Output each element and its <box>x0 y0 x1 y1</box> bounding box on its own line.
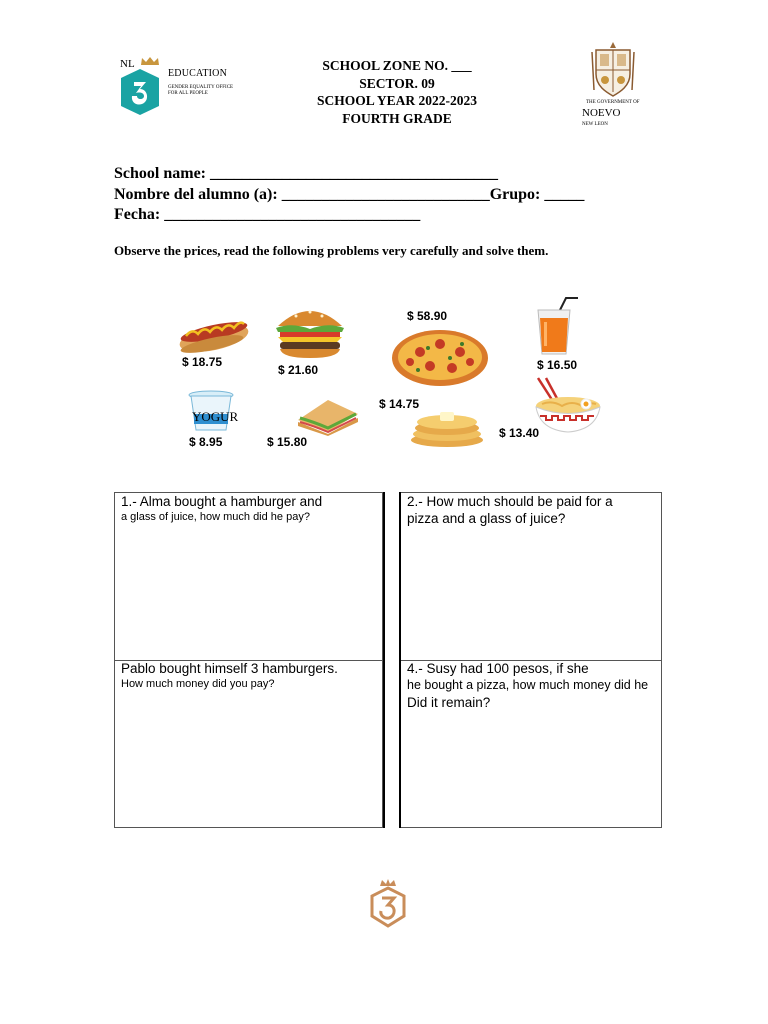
juice-icon <box>532 296 582 358</box>
grade-line: FOURTH GRADE <box>342 111 452 126</box>
problem-3-line-1: Pablo bought himself 3 hamburgers. <box>121 661 338 676</box>
shield-icon <box>120 68 160 116</box>
education-text: EDUCATION <box>168 68 228 79</box>
hamburger-icon <box>272 302 348 360</box>
education-subtitle: GENDER EQUALITY OFFICE FOR ALL PEOPLE <box>168 85 234 96</box>
instructions: Observe the prices, read the following problems very carefully and solve them. <box>114 243 549 258</box>
juice-price: $ 16.50 <box>537 358 578 372</box>
grid-divider <box>383 492 385 828</box>
footer-logo-icon <box>368 878 408 928</box>
hotdog-icon <box>176 310 252 354</box>
yogurt-label: YOGUR <box>192 409 239 424</box>
noevo-text: NOEVO <box>582 107 621 119</box>
grid-divider-right <box>399 492 401 828</box>
government-logo <box>578 40 648 130</box>
noodle-soup-icon <box>532 376 602 436</box>
problem-4-line-1: 4.- Susy had 100 pesos, if she <box>407 661 589 676</box>
sandwich-price: $ 15.80 <box>267 435 308 449</box>
yogurt-price: $ 8.95 <box>189 435 223 449</box>
school-year-line: SCHOOL YEAR 2022-2023 <box>316 93 478 108</box>
student-name-field[interactable]: Nombre del alumno (a): __________________________Grupo: _____ <box>114 186 585 203</box>
problem-2-line-1: 2.- How much should be paid for a <box>407 494 613 509</box>
school-zone-line: SCHOOL ZONE NO. ___ <box>322 58 472 73</box>
problem-1-line-1: 1.- Alma bought a hamburger and <box>121 494 323 509</box>
government-text: THE GOVERNMENT OF <box>586 100 640 105</box>
nl-text: NL <box>120 58 135 70</box>
school-name-field[interactable]: School name: ____________________________________ <box>114 165 498 182</box>
coat-of-arms-icon <box>588 40 638 98</box>
education-logo <box>118 56 238 120</box>
hamburger-price: $ 21.60 <box>278 363 319 377</box>
hotdog-price: $ 18.75 <box>182 355 223 369</box>
pancakes-price: $ 14.75 <box>379 397 420 411</box>
soup-price: $ 13.40 <box>499 426 540 440</box>
problem-1-line-2: a glass of juice, how much did he pay? <box>121 511 310 523</box>
problem-2-line-2: pizza and a glass of juice? <box>407 511 566 526</box>
problem-3-line-2: How much money did you pay? <box>121 678 275 690</box>
pizza-icon <box>390 326 490 388</box>
problem-4-line-2: he bought a pizza, how much money did he <box>407 678 649 692</box>
pancakes-icon <box>408 408 486 448</box>
sector-line: SECTOR. 09 <box>359 76 435 91</box>
new-leon-text: NEW LEON <box>582 122 608 127</box>
pizza-price: $ 58.90 <box>407 309 448 323</box>
date-field[interactable]: Fecha: ________________________________ <box>114 206 421 223</box>
problem-4-line-3: Did it remain? <box>407 695 491 710</box>
crown-icon <box>140 56 160 66</box>
sandwich-icon <box>294 396 362 438</box>
